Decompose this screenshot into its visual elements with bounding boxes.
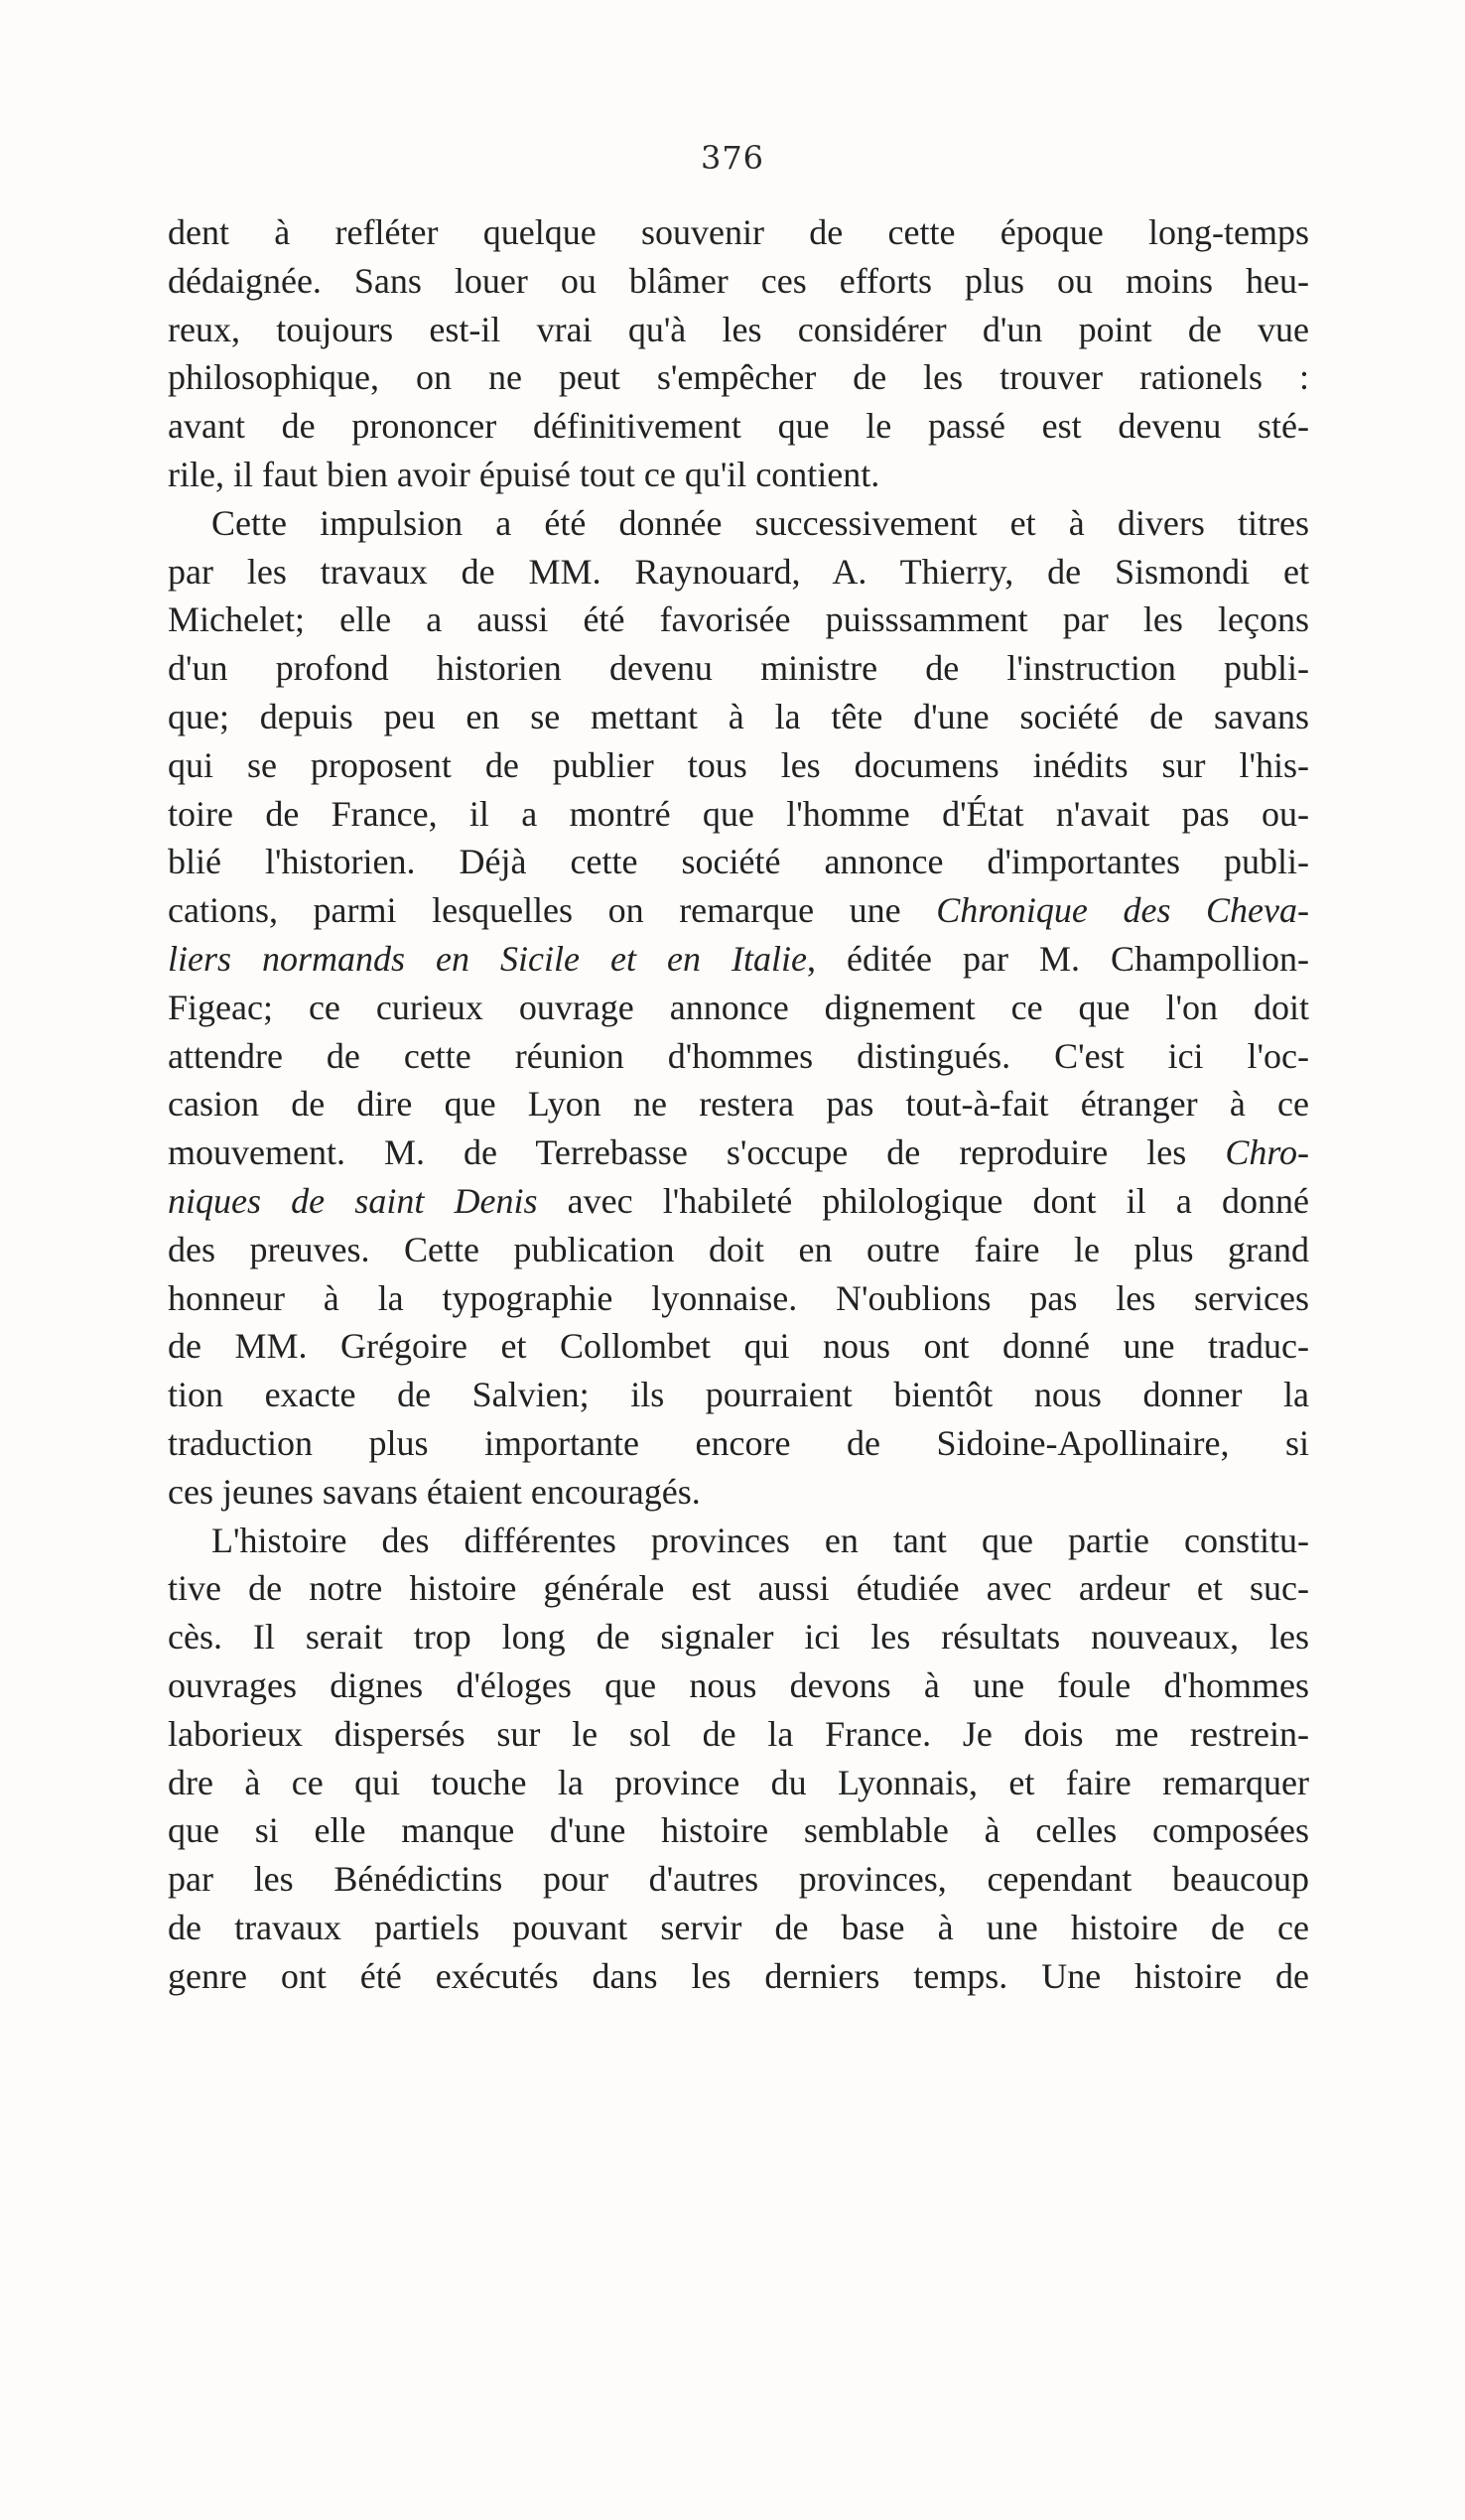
italic-title: Chronique des Cheva-	[936, 890, 1309, 931]
text-line: ces jeunes savans étaient encouragés.	[168, 1471, 701, 1512]
body-text	[168, 208, 1309, 2000]
text-line: toire de France, il a montré que l'homme d'État n'avait pas ou-	[168, 793, 1309, 834]
text-line: Cette impulsion a été donnée successivement et à divers titres	[211, 502, 1309, 543]
text-line: attendre de cette réunion d'hommes distingués. C'est ici l'oc-	[168, 1035, 1309, 1076]
text-line: casion de dire que Lyon ne restera pas tout-à-fait étranger à ce	[168, 1084, 1309, 1125]
text-line	[168, 935, 1309, 984]
text-line: que; depuis peu en se mettant à la tête d'une société de savans	[168, 696, 1309, 736]
text-line: tion exacte de Salvien; ils pourraient bientôt nous donner la	[168, 1375, 1309, 1415]
text-line: laborieux dispersés sur le sol de la France. Je dois me restrein-	[168, 1713, 1309, 1754]
italic-title: Chro-	[1225, 1132, 1309, 1173]
text-line: que si elle manque d'une histoire semblable à celles composées	[168, 1810, 1309, 1851]
italic-title: niques de saint Denis	[168, 1180, 538, 1221]
text-line: Figeac; ce curieux ouvrage annonce dignement ce que l'on doit	[168, 987, 1309, 1027]
text-line: cès. Il serait trop long de signaler ici les résultats nouveaux, les	[168, 1617, 1309, 1658]
text-line: traduction plus importante encore de Sidoine-Apollinaire, si	[168, 1422, 1309, 1463]
italic-title: liers normands en Sicile et en Italie	[168, 938, 808, 979]
text-line: dédaignée. Sans louer ou blâmer ces efforts plus ou moins heu-	[168, 260, 1309, 301]
text-line: de MM. Grégoire et Collombet qui nous ont donné une traduc-	[168, 1326, 1309, 1367]
text-run: cations, parmi lesquelles on remarque une	[168, 890, 937, 931]
text-line: par les travaux de MM. Raynouard, A. Thierry, de Sismondi et	[168, 551, 1309, 592]
text-run: avec l'habileté philologique dont il a donné	[537, 1180, 1309, 1221]
text-line: reux, toujours est-il vrai qu'à les considérer d'un point de vue	[168, 309, 1309, 349]
page-number: 376	[700, 139, 765, 177]
paragraph	[168, 208, 1309, 499]
text-line: philosophique, on ne peut s'empêcher de les trouver rationels :	[168, 357, 1309, 398]
text-line: avant de prononcer définitivement que le passé est devenu sté-	[168, 406, 1309, 447]
text-line: de travaux partiels pouvant servir de base à une histoire de ce	[168, 1907, 1309, 1947]
text-line	[168, 1177, 1309, 1226]
text-line: honneur à la typographie lyonnaise. N'oublions pas les services	[168, 1277, 1309, 1318]
paragraph	[168, 1517, 1309, 2001]
text-line: d'un profond historien devenu ministre de l'instruction publi-	[168, 648, 1309, 689]
text-run: , éditée par M. Champollion-	[807, 938, 1309, 979]
text-line: dent à refléter quelque souvenir de cette époque long-temps	[168, 212, 1309, 252]
text-line: des preuves. Cette publication doit en outre faire le plus grand	[168, 1229, 1309, 1269]
text-line: rile, il faut bien avoir épuisé tout ce qu'il contient.	[168, 454, 880, 494]
paragraph	[168, 499, 1309, 1517]
text-line: genre ont été exécutés dans les derniers temps. Une histoire de	[168, 1955, 1309, 1996]
text-line	[168, 1128, 1309, 1177]
text-line: qui se proposent de publier tous les documens inédits sur l'his-	[168, 744, 1309, 785]
text-line: ouvrages dignes d'éloges que nous devons à une foule d'hommes	[168, 1664, 1309, 1705]
text-line: dre à ce qui touche la province du Lyonnais, et faire remarquer	[168, 1762, 1309, 1802]
text-line: tive de notre histoire générale est aussi étudiée avec ardeur et suc-	[168, 1568, 1309, 1609]
text-line: L'histoire des différentes provinces en tant que partie constitu-	[211, 1520, 1309, 1560]
text-line: Michelet; elle a aussi été favorisée puisssamment par les leçons	[168, 599, 1309, 640]
text-run: mouvement. M. de Terrebasse s'occupe de reproduire les	[168, 1132, 1226, 1173]
text-line: par les Bénédictins pour d'autres provinces, cependant beaucoup	[168, 1859, 1309, 1900]
text-line: blié l'historien. Déjà cette société annonce d'importantes publi-	[168, 842, 1309, 882]
text-line	[168, 886, 1309, 935]
